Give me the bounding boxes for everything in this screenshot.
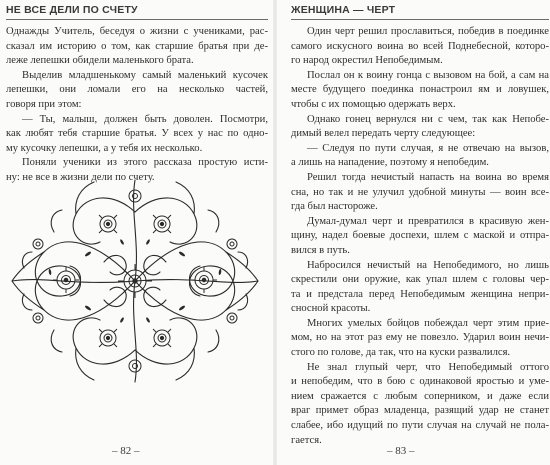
left-heading-rule bbox=[6, 19, 268, 20]
left-page-heading: НЕ ВСЕ ДЕЛИ ПО СЧЕТУ bbox=[6, 4, 138, 16]
text-line: а лишь на нападение, поэтому я непобедим. bbox=[291, 157, 489, 169]
text-line: Не знал глупый черт, что Непобедимый оттого bbox=[307, 361, 549, 373]
right-page-text bbox=[291, 25, 549, 448]
text-line: го народ окрестил Непобедимым. bbox=[291, 55, 443, 67]
text-line: мом, но на этот раз ему не повезло. Ударил воин нечи- bbox=[291, 332, 549, 344]
text-line: нием сражается с любым соперником, и даже если bbox=[291, 390, 549, 402]
text-line: Выделив младшенькому самый маленький кусочек bbox=[22, 69, 268, 81]
text-line: лепешки, они ломали его на несколько частей, bbox=[6, 84, 268, 96]
text-line: щину, надел боевые доспехи, шлем с маской и отпра- bbox=[291, 230, 549, 242]
text-line: гда был настороже. bbox=[291, 201, 378, 213]
text-line: и непобедим, что в бою с одинаковой яростью и уме- bbox=[291, 376, 549, 388]
text-line: Думал-думал черт и превратился в красивую жен- bbox=[307, 215, 549, 227]
text-line: димый велел передать черту следующее: bbox=[291, 128, 476, 140]
text-line: самого искусного воина во всей Поднебесной, которо- bbox=[291, 40, 549, 52]
text-line: Многих умелых бойцов побеждал черт этим прие- bbox=[307, 317, 549, 329]
right-page bbox=[275, 0, 550, 465]
text-line: скрестили они оружие, как упал шлем с головы чер- bbox=[291, 274, 549, 286]
text-line: говоря при этом: bbox=[6, 98, 82, 110]
text-line: му кусочку лепешки, а у тебя их несколько. bbox=[6, 142, 203, 154]
text-line: Поняли ученики из этого рассказа простую исти- bbox=[22, 157, 268, 169]
text-line: как любят тебя старшие братья. У всех у нас по одно- bbox=[6, 128, 268, 140]
text-line: Решил тогда нечистый напасть на воина во время bbox=[307, 171, 549, 183]
text-line: ну: не все в жизни дели по счету. bbox=[6, 171, 155, 183]
text-line: Послал он к воину гонца с вызовом на бой, а сам на bbox=[307, 69, 549, 81]
text-line: — Следуя по пути случая, я не отвечаю на вызов, bbox=[307, 142, 549, 154]
text-line: Однако гонец вернулся ни с чем, так как Непобе- bbox=[307, 113, 549, 125]
text-line: та и предстала перед Непобедимым женщина непри- bbox=[291, 288, 549, 300]
right-page-number: – 83 – bbox=[387, 445, 415, 457]
text-line: сна, но так и не улучил удобной минуты — воин все- bbox=[291, 186, 549, 198]
text-line: слабее, ибо идущий по пути случая на случай не пола- bbox=[291, 420, 549, 432]
text-line: чтобы с их помощью одержать верх. bbox=[291, 98, 456, 110]
left-page-text bbox=[6, 25, 268, 186]
text-line: Набросился нечистый на Непобедимого, но лишь bbox=[307, 259, 549, 271]
left-page-number: – 82 – bbox=[112, 445, 140, 457]
text-line: Однажды Учитель, беседуя о жизни с учениками, рас- bbox=[6, 26, 268, 37]
text-line: леже лепешки обидели маленького брата. bbox=[6, 55, 194, 67]
text-line: Один черт решил прославиться, победив в поединке bbox=[307, 26, 549, 37]
right-heading-rule bbox=[291, 19, 549, 20]
right-page-heading: ЖЕНЩИНА — ЧЕРТ bbox=[291, 4, 396, 16]
text-line: — Ты, малыш, должен быть доволен. Посмотри, bbox=[22, 113, 268, 125]
text-line: гается. bbox=[291, 434, 322, 446]
floral-arabesque-ornament-icon bbox=[4, 172, 266, 390]
text-line: сказал им историю о том, как старшие братья при де- bbox=[6, 40, 268, 52]
text-line: стого по голове, да так, что на куски развалился. bbox=[291, 347, 511, 359]
text-line: сносной красоты. bbox=[291, 303, 371, 315]
text-line: враг примет образ младенца, разящий удар не станет bbox=[291, 405, 549, 417]
text-line: месте будущего поединка понастроил ям и ловушек, bbox=[291, 84, 549, 96]
text-line: вился в путь. bbox=[291, 244, 350, 256]
